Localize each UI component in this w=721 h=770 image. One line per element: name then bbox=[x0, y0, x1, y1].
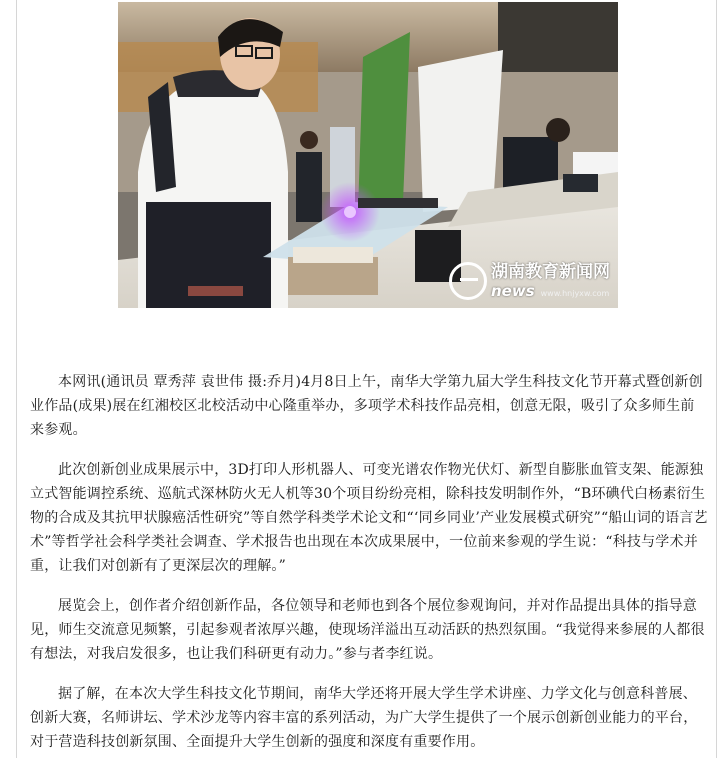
article-body bbox=[30, 370, 708, 770]
page-left-border bbox=[16, 0, 17, 758]
watermark-title: 湖南教育新闻网 bbox=[491, 262, 610, 282]
article-paragraph-4: 据了解，在本次大学生科技文化节期间，南华大学还将开展大学生学术讲座、力学文化与创意科普展、创新大赛，名师讲坛、学术沙龙等内容丰富的系列活动，为广大学生提供了一个展示创新创业能力的平台，对于营造科技创新氛围、全面提升大学生创新的强度和深度有重要作用。 bbox=[30, 686, 698, 750]
article-paragraph-1: 本网讯(通讯员 覃秀萍 袁世伟 摄:乔月)4月8日上午，南华大学第九届大学生科技文化节开幕式暨创新创业作品(成果)展在红湘校区北校活动中心隆重举办，多项学术科技作品亮相，创意无限，吸引了众多师生前来参观。 bbox=[30, 374, 703, 438]
news-logo-icon bbox=[449, 262, 487, 300]
watermark-url: www.hnjyxw.com bbox=[540, 289, 610, 298]
watermark-logo-text: news bbox=[491, 282, 535, 300]
page-right-border bbox=[716, 0, 717, 758]
photo-watermark bbox=[449, 262, 610, 300]
article-photo bbox=[118, 2, 618, 308]
article-paragraph-3: 展览会上，创作者介绍创新作品，各位领导和老师也到各个展位参观询问，并对作品提出具体的指导意见，师生交流意见频繁，引起参观者浓厚兴趣，使现场洋溢出互动活跃的热烈氛围。“我觉得来参展的人都很有想法，对我启发很多，也让我们科研更有动力。”参与者李红说。 bbox=[30, 598, 705, 662]
article-paragraph-2: 此次创新创业成果展示中，3D打印人形机器人、可变光谱农作物光伏灯、新型自膨胀血管支架、能源独立式智能调控系统、巡航式深林防火无人机等30个项目纷纷亮相，除科技发明制作外，“B环碘代白杨素衍生物的合成及其抗甲状腺癌活性研究”等自然学科类学术论文和“‘同乡同业’产业发展模式研究”“船山词的语言艺术”等哲学社会科学类社会调查、学术报告也出现在本次成果展中，一位前来参观的学生说：“科技与学术并重，让我们对创新有了更深层次的理解。” bbox=[30, 462, 708, 574]
